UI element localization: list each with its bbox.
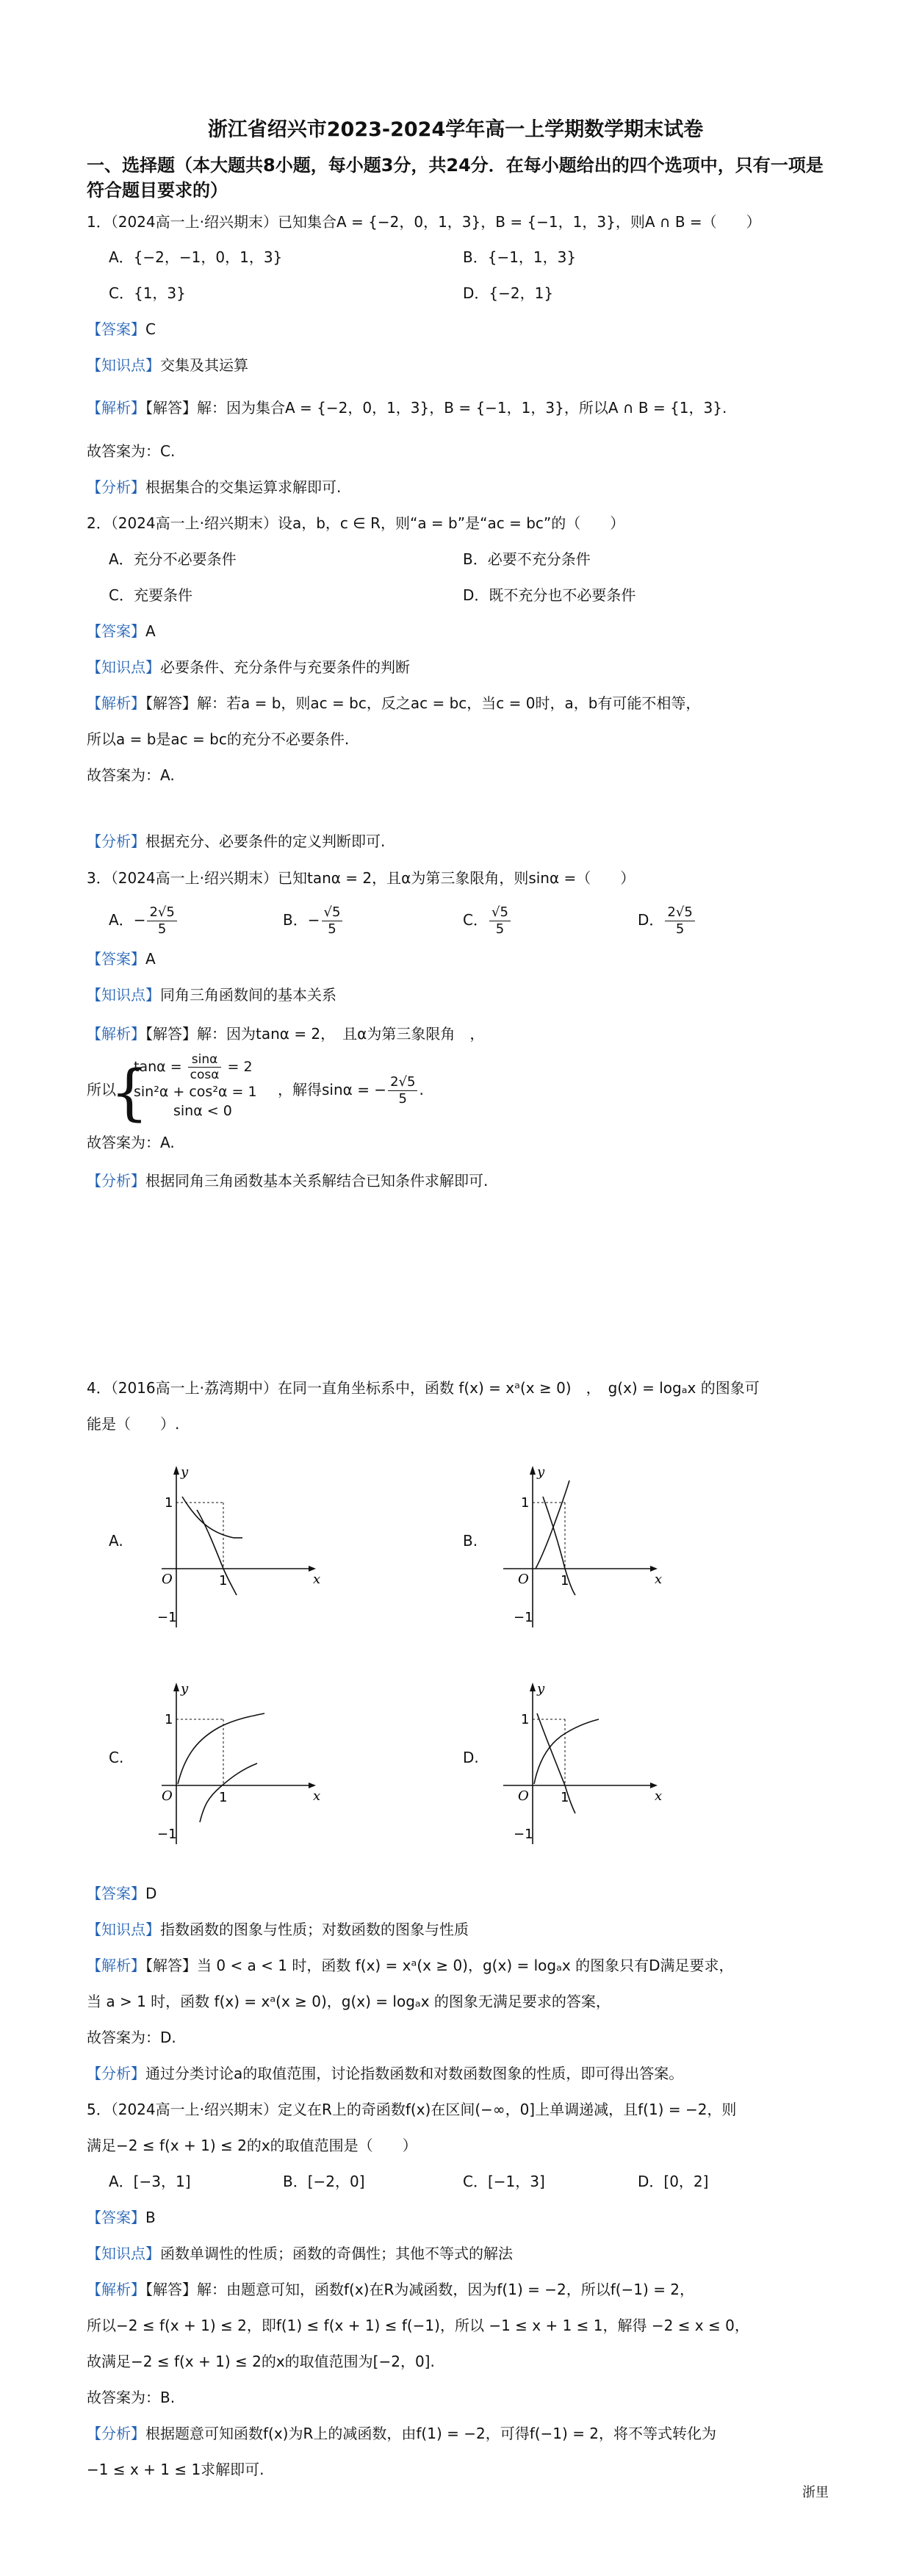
power-curve (534, 1719, 599, 1784)
q2-option-b: B．必要不充分条件 (463, 550, 591, 568)
x-axis-arrow (309, 1566, 316, 1572)
tick-neg1: −1 (157, 1827, 177, 1842)
q4-knowledge: 【知识点】指数函数的图象与性质；对数函数的图象与性质 (87, 1921, 469, 1938)
y-label: y (181, 1681, 189, 1697)
q5-option-a: A．[−3，1] (109, 2173, 191, 2190)
q1-option-c: C．{1，3} (109, 284, 186, 302)
q3-stem: 3．（2024高一上·绍兴期末）已知tanα = 2，且α为第三象限角，则sinα =（ ） (87, 869, 635, 887)
q2-option-d: D．既不充分也不必要条件 (463, 586, 636, 604)
y-axis-arrow (173, 1466, 179, 1475)
q5-answer: 【答案】B (87, 2209, 156, 2226)
q3-knowledge: 【知识点】同角三角函数间的基本关系 (87, 986, 336, 1004)
q5-knowledge: 【知识点】函数单调性的性质；函数的奇偶性；其他不等式的解法 (87, 2245, 513, 2262)
y-axis-arrow (530, 1466, 536, 1475)
q1-option-b: B．{−1，1，3} (463, 248, 577, 266)
tick-neg1: −1 (514, 1827, 533, 1842)
y-axis-arrow (173, 1683, 179, 1691)
q3-solution: 【解析】【解答】解：因为tanα = 2， 且α为第三象限角 ， (87, 1025, 485, 1043)
page-title: 浙江省绍兴市2023-2024学年高一上学期数学期末试卷 (207, 118, 704, 141)
q3-system-line2: sin²α + cos²α = 1 (134, 1084, 257, 1100)
tick-1-x: 1 (219, 1573, 228, 1589)
tick-1-y: 1 (165, 1495, 173, 1511)
y-label: y (537, 1464, 545, 1480)
q5-solution: 【解析】【解答】解：由题意可知，函数f(x)在R为减函数，因为f(1) = −2，所以f(−1) = 2， (87, 2281, 695, 2298)
x-axis-arrow (650, 1566, 658, 1572)
tick-1-x: 1 (561, 1790, 569, 1805)
q5-option-b: B．[−2，0] (283, 2173, 365, 2190)
origin-label: O (162, 1788, 173, 1804)
q3-summary: 【分析】根据同角三角函数基本关系解结合已知条件求解即可. (87, 1172, 489, 1190)
power-curve (178, 1713, 264, 1784)
q4-stem-line2: 能是（ ）. (87, 1415, 180, 1433)
q2-option-c: C．充要条件 (109, 586, 192, 604)
q2-summary: 【分析】根据充分、必要条件的定义判断即可. (87, 832, 386, 850)
q3-final: 故答案为：A. (87, 1134, 175, 1151)
x-label: x (655, 1788, 663, 1804)
tick-neg1: −1 (514, 1610, 533, 1625)
q1-option-d: D．{−2，1} (463, 284, 554, 302)
q2-stem: 2．（2024高一上·绍兴期末）设a，b，c ∈ R，则“a = b”是“ac = bc”的（ ） (87, 514, 625, 532)
graph-a (147, 1458, 323, 1635)
q3-system-result: ，解得sinα = − $\frac{2√5}{5}$ . (278, 1074, 424, 1107)
q3-option-a: A．− $\frac{2√5}{5}$ (109, 899, 179, 940)
q1-summary: 【分析】根据集合的交集运算求解即可. (87, 478, 342, 496)
q1-option-a: A．{−2，−1，0，1，3} (109, 248, 283, 266)
tick-1-y: 1 (165, 1712, 173, 1727)
q3-option-b: B．− $\frac{√5}{5}$ (283, 899, 344, 940)
q4-solution-2: 当 a > 1 时，函数 f(x) = xᵃ(x ≥ 0)，g(x) = logₐx 的图象无满足要求的答案， (87, 1993, 611, 2010)
q2-solution: 【解析】【解答】解：若a = b，则ac = bc，反之ac = bc，当c = 0时，a，b有可能不相等， (87, 694, 701, 712)
tick-neg1: −1 (157, 1610, 177, 1625)
q5-option-d: D．[0，2] (638, 2173, 709, 2190)
graph-b (489, 1458, 665, 1635)
q3-option-d: D． $\frac{2√5}{5}$ (638, 899, 696, 940)
q2-solution-2: 所以a = b是ac = bc的充分不必要条件. (87, 730, 350, 748)
tick-1-y: 1 (521, 1495, 530, 1511)
log-curve (200, 1763, 257, 1822)
q3-option-c: C． $\frac{√5}{5}$ (463, 899, 512, 940)
log-curve (537, 1713, 575, 1813)
q1-knowledge: 【知识点】交集及其运算 (87, 356, 248, 374)
q4-solution: 【解析】【解答】当 0 < a < 1 时，函数 f(x) = xᵃ(x ≥ 0)，g(x) = logₐx 的图象只有D满足要求， (87, 1957, 734, 1974)
q1-solution: 【解析】【解答】解：因为集合A = {−2，0，1，3}，B = {−1，1，3}，所以A ∩ B = {1，3}. (87, 399, 727, 417)
q5-option-c: C．[−1，3] (463, 2173, 545, 2190)
section-heading: 一、选择题（本大题共8小题，每小题3分，共24分．在每小题给出的四个选项中，只有一项是符合题目要求的） (87, 155, 824, 201)
q5-solution-2: 所以−2 ≤ f(x + 1) ≤ 2，即f(1) ≤ f(x + 1) ≤ f(−1)，所以 −1 ≤ x + 1 ≤ 1，解得 −2 ≤ x ≤ 0， (87, 2317, 749, 2334)
q3-system-line3: sinα < 0 (173, 1103, 232, 1119)
brace-symbol: { (110, 1058, 149, 1128)
q3-system-line1: tanα = $\frac{\sin\alpha}{\cos\alpha}$ = 2 (134, 1052, 253, 1082)
x-label: x (655, 1572, 663, 1587)
y-axis-arrow (530, 1683, 536, 1691)
origin-label: O (518, 1572, 529, 1587)
y-label: y (537, 1681, 545, 1697)
q5-stem-line2: 满足−2 ≤ f(x + 1) ≤ 2的x的取值范围是（ ） (87, 2137, 417, 2154)
q5-summary: 【分析】根据题意可知函数f(x)为R上的减函数，由f(1) = −2，可得f(−1) = 2，将不等式转化为 (87, 2425, 717, 2442)
q4-stem-line1: 4．（2016高一上·荔湾期中）在同一直角坐标系中，函数 f(x) = xᵃ(x ≥ 0) ， g(x) = logₐx 的图象可 (87, 1379, 760, 1397)
q1-final: 故答案为：C. (87, 442, 176, 460)
x-label: x (313, 1788, 321, 1804)
q1-answer: 【答案】C (87, 320, 156, 338)
unused (181, 1501, 242, 1538)
origin-label: O (162, 1572, 173, 1587)
q4-summary: 【分析】通过分类讨论a的取值范围，讨论指数函数和对数函数图象的性质，即可得出答案。 (87, 2065, 684, 2082)
q2-knowledge: 【知识点】必要条件、充分条件与充要条件的判断 (87, 658, 410, 676)
q4-final: 故答案为：D. (87, 2029, 176, 2046)
tick-1-y: 1 (521, 1712, 530, 1727)
unused (176, 1503, 242, 1535)
q2-final: 故答案为：A. (87, 766, 175, 784)
tick-1-x: 1 (561, 1573, 569, 1589)
x-axis-arrow (309, 1782, 316, 1788)
q5-final: 故答案为：B. (87, 2389, 176, 2406)
x-label: x (313, 1572, 321, 1587)
q3-answer: 【答案】A (87, 950, 156, 968)
q2-option-a: A．充分不必要条件 (109, 550, 237, 568)
q3-system-prefix: 所以 (87, 1081, 116, 1098)
q4-answer: 【答案】D (87, 1885, 157, 1902)
page-footer: 浙里 (802, 2485, 829, 2500)
graph-b-label: B. (463, 1532, 478, 1550)
origin-label: O (518, 1788, 529, 1804)
q5-solution-3: 故满足−2 ≤ f(x + 1) ≤ 2的x的取值范围为[−2，0]. (87, 2353, 435, 2370)
tick-1-x: 1 (219, 1790, 228, 1805)
graph-c (147, 1675, 323, 1852)
q5-stem-line1: 5．（2024高一上·绍兴期末）定义在R上的奇函数f(x)在区间(−∞，0]上单调递减，且f(1) = −2，则 (87, 2101, 737, 2118)
unused (179, 1494, 239, 1539)
q5-summary-2: −1 ≤ x + 1 ≤ 1求解即可. (87, 2461, 264, 2478)
y-label: y (181, 1464, 189, 1480)
graph-a-label: A. (109, 1532, 123, 1550)
graph-c-label: C. (109, 1749, 124, 1766)
graph-d-label: D. (463, 1749, 479, 1766)
unused (178, 1497, 242, 1538)
x-axis-arrow (650, 1782, 658, 1788)
graph-d (489, 1675, 665, 1852)
q2-answer: 【答案】A (87, 622, 156, 640)
q1-stem: 1．（2024高一上·绍兴期末）已知集合A = {−2，0，1，3}，B = {−1，1，3}，则A ∩ B =（ ） (87, 213, 761, 231)
